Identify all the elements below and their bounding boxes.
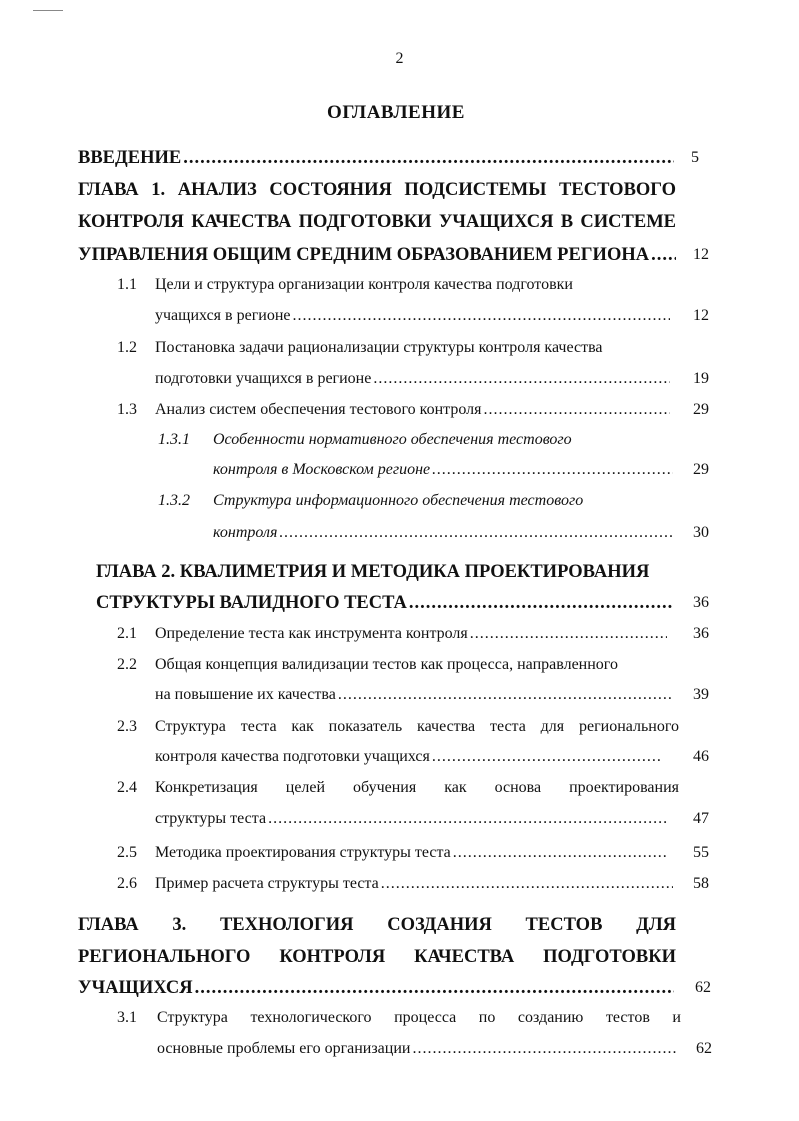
toc-chapter-1-line[interactable]: [78, 179, 676, 201]
toc-section-1-1[interactable]: [155, 305, 670, 327]
toc-subsection-1-3-2[interactable]: [213, 490, 673, 512]
toc-page: 36: [693, 594, 709, 611]
toc-page: 12: [693, 246, 709, 263]
leader-dots: [268, 808, 669, 830]
toc-page: 62: [696, 1040, 712, 1057]
toc-number: 2.3: [117, 718, 137, 735]
toc-text: на повышение их качества: [155, 686, 336, 703]
toc-page: 39: [693, 686, 709, 703]
toc-text: ГЛАВА 1. АНАЛИЗ СОСТОЯНИЯ ПОДСИСТЕМЫ ТЕСТОВОГО: [78, 180, 676, 200]
toc-section-2-4[interactable]: [155, 777, 679, 799]
toc-chapter-1-line[interactable]: [78, 211, 676, 233]
toc-number: 2.2: [117, 656, 137, 673]
toc-text: Методика проектирования структуры теста: [155, 844, 451, 861]
leader-dots: [432, 746, 662, 768]
toc-number: 1.3: [117, 401, 137, 418]
toc-section-2-3[interactable]: [155, 746, 662, 768]
toc-text: Структура теста как показатель качества теста для регионального: [155, 718, 679, 735]
leader-dots: [279, 522, 673, 544]
toc-section-2-2[interactable]: [155, 684, 673, 706]
toc-chapter-3-line[interactable]: [78, 914, 676, 936]
toc-text: ГЛАВА 3. ТЕХНОЛОГИЯ СОЗДАНИЯ ТЕСТОВ ДЛЯ: [78, 915, 676, 935]
toc-section-1-2[interactable]: [155, 337, 675, 359]
page-title: ОГЛАВЛЕНИЕ: [327, 102, 465, 123]
toc-section-1-2[interactable]: [155, 368, 670, 390]
toc-text: контроля: [213, 524, 278, 541]
toc-chapter-2-line[interactable]: [96, 561, 656, 583]
toc-page: 5: [691, 149, 699, 166]
scan-artifact: [33, 10, 63, 11]
toc-page: 29: [693, 401, 709, 418]
toc-section-2-1[interactable]: [155, 623, 667, 645]
toc-number: 1.2: [117, 339, 137, 356]
toc-chapter-3-line[interactable]: [78, 946, 676, 968]
toc-text: Конкретизация целей обучения как основа проектирования: [155, 779, 679, 796]
toc-number: 2.1: [117, 625, 137, 642]
toc-text: подготовки учащихся в регионе: [155, 370, 372, 387]
toc-text: Структура информационного обеспечения тестового: [213, 492, 584, 509]
toc-page: 55: [693, 844, 709, 861]
toc-section-3-1[interactable]: [157, 1007, 681, 1029]
toc-text: Определение теста как инструмента контроля: [155, 625, 468, 642]
toc-number: 1.3.2: [158, 492, 190, 509]
toc-subsection-1-3-2[interactable]: [213, 522, 673, 544]
toc-chapter-1-line[interactable]: [78, 244, 676, 266]
toc-number: 2.5: [117, 844, 137, 861]
leader-dots: [453, 842, 667, 864]
toc-text: КОНТРОЛЯ КАЧЕСТВА ПОДГОТОВКИ УЧАЩИХСЯ В СИСТЕМЕ: [78, 212, 676, 232]
toc-text: Структура технологического процесса по созданию тестов и: [157, 1009, 681, 1026]
leader-dots: [373, 368, 670, 390]
toc-entry-intro[interactable]: [78, 147, 674, 169]
toc-text: РЕГИОНАЛЬНОГО КОНТРОЛЯ КАЧЕСТВА ПОДГОТОВКИ: [78, 947, 676, 967]
toc-number: 1.3.1: [158, 431, 190, 448]
leader-dots: [195, 977, 674, 999]
toc-chapter-2-line[interactable]: [96, 592, 674, 614]
leader-dots: [183, 147, 674, 169]
toc-number: 3.1: [117, 1009, 137, 1026]
toc-section-2-6[interactable]: [155, 873, 673, 895]
leader-dots: [412, 1038, 677, 1060]
toc-text: Цели и структура организации контроля качества подготовки: [155, 276, 573, 293]
toc-text: Анализ систем обеспечения тестового контроля: [155, 401, 482, 418]
toc-page: 46: [693, 748, 709, 765]
toc-section-2-4[interactable]: [155, 808, 669, 830]
toc-text: основные проблемы его организации: [157, 1040, 411, 1057]
toc-page: 58: [693, 875, 709, 892]
toc-page: 36: [693, 625, 709, 642]
toc-page: 12: [693, 307, 709, 324]
toc-page: 62: [695, 979, 711, 996]
toc-section-2-2[interactable]: [155, 654, 680, 676]
toc-text: контроля в Московском регионе: [213, 461, 431, 478]
toc-chapter-3-line[interactable]: [78, 977, 674, 999]
toc-page: 30: [693, 524, 709, 541]
leader-dots: [651, 244, 676, 266]
toc-text: контроля качества подготовки учащихся: [155, 748, 430, 765]
toc-text: УПРАВЛЕНИЯ ОБЩИМ СРЕДНИМ ОБРАЗОВАНИЕМ РЕГИОНА: [78, 245, 650, 265]
toc-page: 19: [693, 370, 709, 387]
leader-dots: [409, 592, 674, 614]
toc-text: УЧАЩИХСЯ: [78, 978, 193, 998]
toc-section-2-3[interactable]: [155, 716, 679, 738]
page-number: 2: [395, 50, 404, 67]
toc-text: Общая концепция валидизации тестов как процесса, направленного: [155, 656, 618, 673]
toc-section-3-1[interactable]: [157, 1038, 677, 1060]
toc-text: ГЛАВА 2. КВАЛИМЕТРИЯ И МЕТОДИКА ПРОЕКТИРОВАНИЯ: [96, 562, 650, 582]
toc-section-2-5[interactable]: [155, 842, 667, 864]
leader-dots: [483, 399, 670, 421]
leader-dots: [432, 459, 673, 481]
toc-section-1-3[interactable]: [155, 399, 670, 421]
toc-page: 29: [693, 461, 709, 478]
toc-text: Пример расчета структуры теста: [155, 875, 379, 892]
toc-text: структуры теста: [155, 810, 267, 827]
toc-page: 47: [693, 810, 709, 827]
toc-subsection-1-3-1[interactable]: [213, 429, 673, 451]
leader-dots: [292, 305, 670, 327]
toc-text: СТРУКТУРЫ ВАЛИДНОГО ТЕСТА: [96, 593, 407, 613]
toc-subsection-1-3-1[interactable]: [213, 459, 673, 481]
toc-text: Особенности нормативного обеспечения тестового: [213, 431, 572, 448]
toc-text: Постановка задачи рационализации структуры контроля качества: [155, 339, 603, 356]
leader-dots: [338, 684, 673, 706]
toc-text: ВВЕДЕНИЕ: [78, 148, 182, 168]
leader-dots: [470, 623, 667, 645]
toc-number: 2.6: [117, 875, 137, 892]
toc-number: 1.1: [117, 276, 137, 293]
toc-section-1-1[interactable]: [155, 274, 675, 296]
toc-number: 2.4: [117, 779, 137, 796]
leader-dots: [381, 873, 673, 895]
toc-text: учащихся в регионе: [155, 307, 291, 324]
